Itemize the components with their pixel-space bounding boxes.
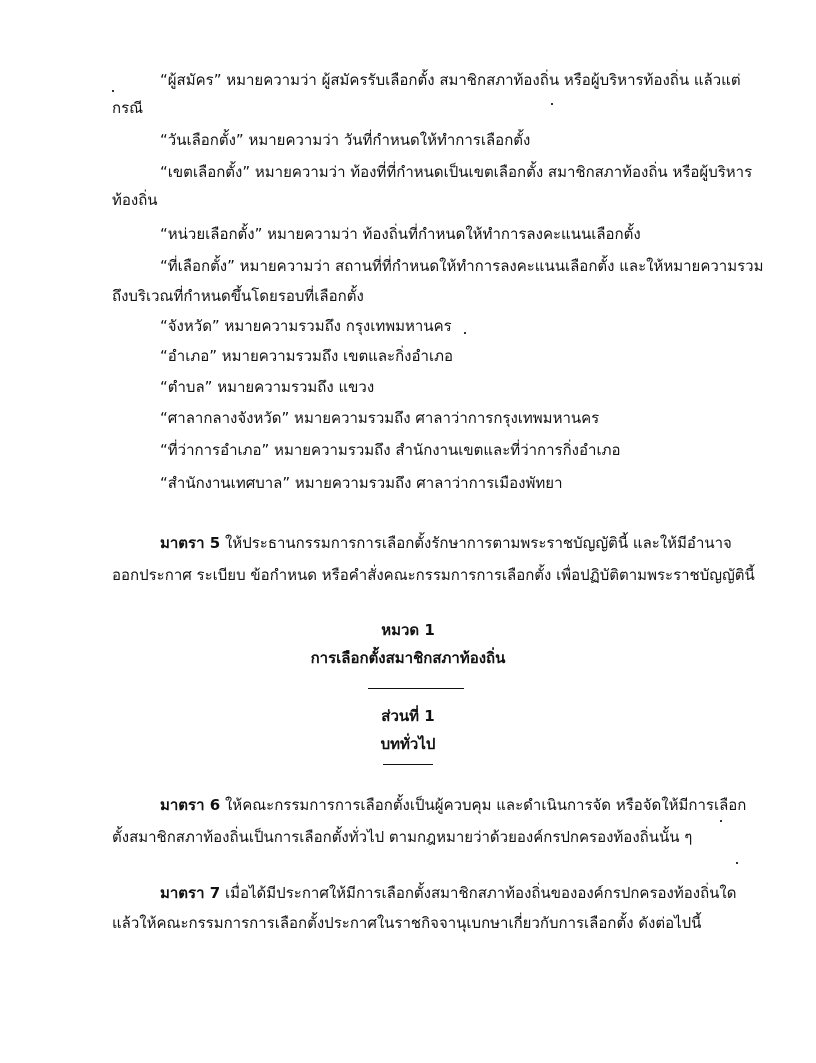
chapter-subtitle: [0, 648, 816, 668]
definition-text: ถึงบริเวณที่กำหนดขึ้นโดยรอบที่เลือกตั้ง: [112, 287, 364, 305]
definition-text: “วันเลือกตั้ง” หมายความว่า วันที่กำหนดให้ทำการเลือกตั้ง: [160, 131, 531, 149]
section-text: ออกประกาศ ระเบียบ ข้อกำหนด หรือคำสั่งคณะกรรมการการเลือกตั้ง เพื่อปฏิบัติตามพระราชบัญญัตินี้: [112, 566, 755, 584]
scan-speck: [551, 103, 553, 105]
definition-text: “ที่ว่าการอำเภอ” หมายความรวมถึง สำนักงานเขตและที่ว่าการกิ่งอำเภอ: [160, 441, 621, 459]
scan-speck: [720, 820, 722, 822]
definition-text: “ผู้สมัคร” หมายความว่า ผู้สมัครรับเลือกตั้ง สมาชิกสภาท้องถิ่น หรือผู้บริหารท้องถิ่น แล้วแต่: [160, 71, 741, 89]
section-label: มาตรา 6: [160, 796, 221, 814]
definition-text: “สำนักงานเทศบาล” หมายความรวมถึง ศาลาว่าการเมืองพัทยา: [160, 474, 563, 492]
part-subtitle-text: บททั่วไป: [380, 735, 436, 753]
section-label: มาตรา 5: [160, 534, 221, 552]
section-text: แล้วให้คณะกรรมการการเลือกตั้งประกาศในราชกิจจานุเบกษาเกี่ยวกับการเลือกตั้ง ดังต่อไปนี้: [112, 914, 702, 932]
definition-text: กรณี: [112, 99, 144, 117]
definition-text: “ตำบล” หมายความรวมถึง แขวง: [160, 378, 375, 396]
definition-text: “เขตเลือกตั้ง” หมายความว่า ท้องที่ที่กำหนดเป็นเขตเลือกตั้ง สมาชิกสภาท้องถิ่น หรือผู้บริหาร: [160, 163, 753, 181]
chapter-divider: [368, 688, 464, 689]
scan-speck: [464, 332, 466, 334]
section7-wrap: [160, 883, 736, 903]
chapter-title: [0, 620, 816, 640]
section-text: ให้ประธานกรรมการการเลือกตั้งรักษาการตามพระราชบัญญัตินี้ และให้มีอำนาจ: [224, 534, 732, 552]
section-text: เมื่อได้มีประกาศให้มีการเลือกตั้งสมาชิกสภาท้องถิ่นขององค์กรปกครองท้องถิ่นใด: [224, 884, 737, 902]
definition-text: “ที่เลือกตั้ง” หมายความว่า สถานที่ที่กำหนดให้ทำการลงคะแนนเลือกตั้ง และให้หมายความรวม: [160, 257, 764, 275]
section-text: ให้คณะกรรมการการเลือกตั้งเป็นผู้ควบคุม และดำเนินการจัด หรือจัดให้มีการเลือก: [224, 796, 747, 814]
scan-speck: [112, 90, 114, 92]
definition-text: “ศาลากลางจังหวัด” หมายความรวมถึง ศาลาว่าการกรุงเทพมหานคร: [160, 409, 600, 427]
chapter-subtitle-text: การเลือกตั้งสมาชิกสภาท้องถิ่น: [310, 649, 506, 667]
part-title: [0, 706, 816, 726]
part-title-text: ส่วนที่ 1: [381, 707, 435, 725]
definition-text: “อำเภอ” หมายความรวมถึง เขตและกิ่งอำเภอ: [160, 347, 453, 365]
part-subtitle: [0, 734, 816, 754]
definition-text: ท้องถิ่น: [112, 191, 158, 209]
section5-wrap: [160, 533, 732, 553]
section-text: ตั้งสมาชิกสภาท้องถิ่นเป็นการเลือกตั้งทั่วไป ตามกฎหมายว่าด้วยองค์กรปกครองท้องถิ่นนั้น ๆ: [112, 828, 693, 846]
definition-text: “จังหวัด” หมายความรวมถึง กรุงเทพมหานคร: [160, 317, 452, 335]
definition-text: “หน่วยเลือกตั้ง” หมายความว่า ท้องถิ่นที่กำหนดให้ทำการลงคะแนนเลือกตั้ง: [160, 225, 641, 243]
scan-speck: [736, 862, 738, 864]
section6-wrap: [160, 795, 746, 815]
chapter-title-text: หมวด 1: [381, 621, 435, 639]
section-label: มาตรา 7: [160, 884, 221, 902]
part-divider: [383, 764, 433, 765]
